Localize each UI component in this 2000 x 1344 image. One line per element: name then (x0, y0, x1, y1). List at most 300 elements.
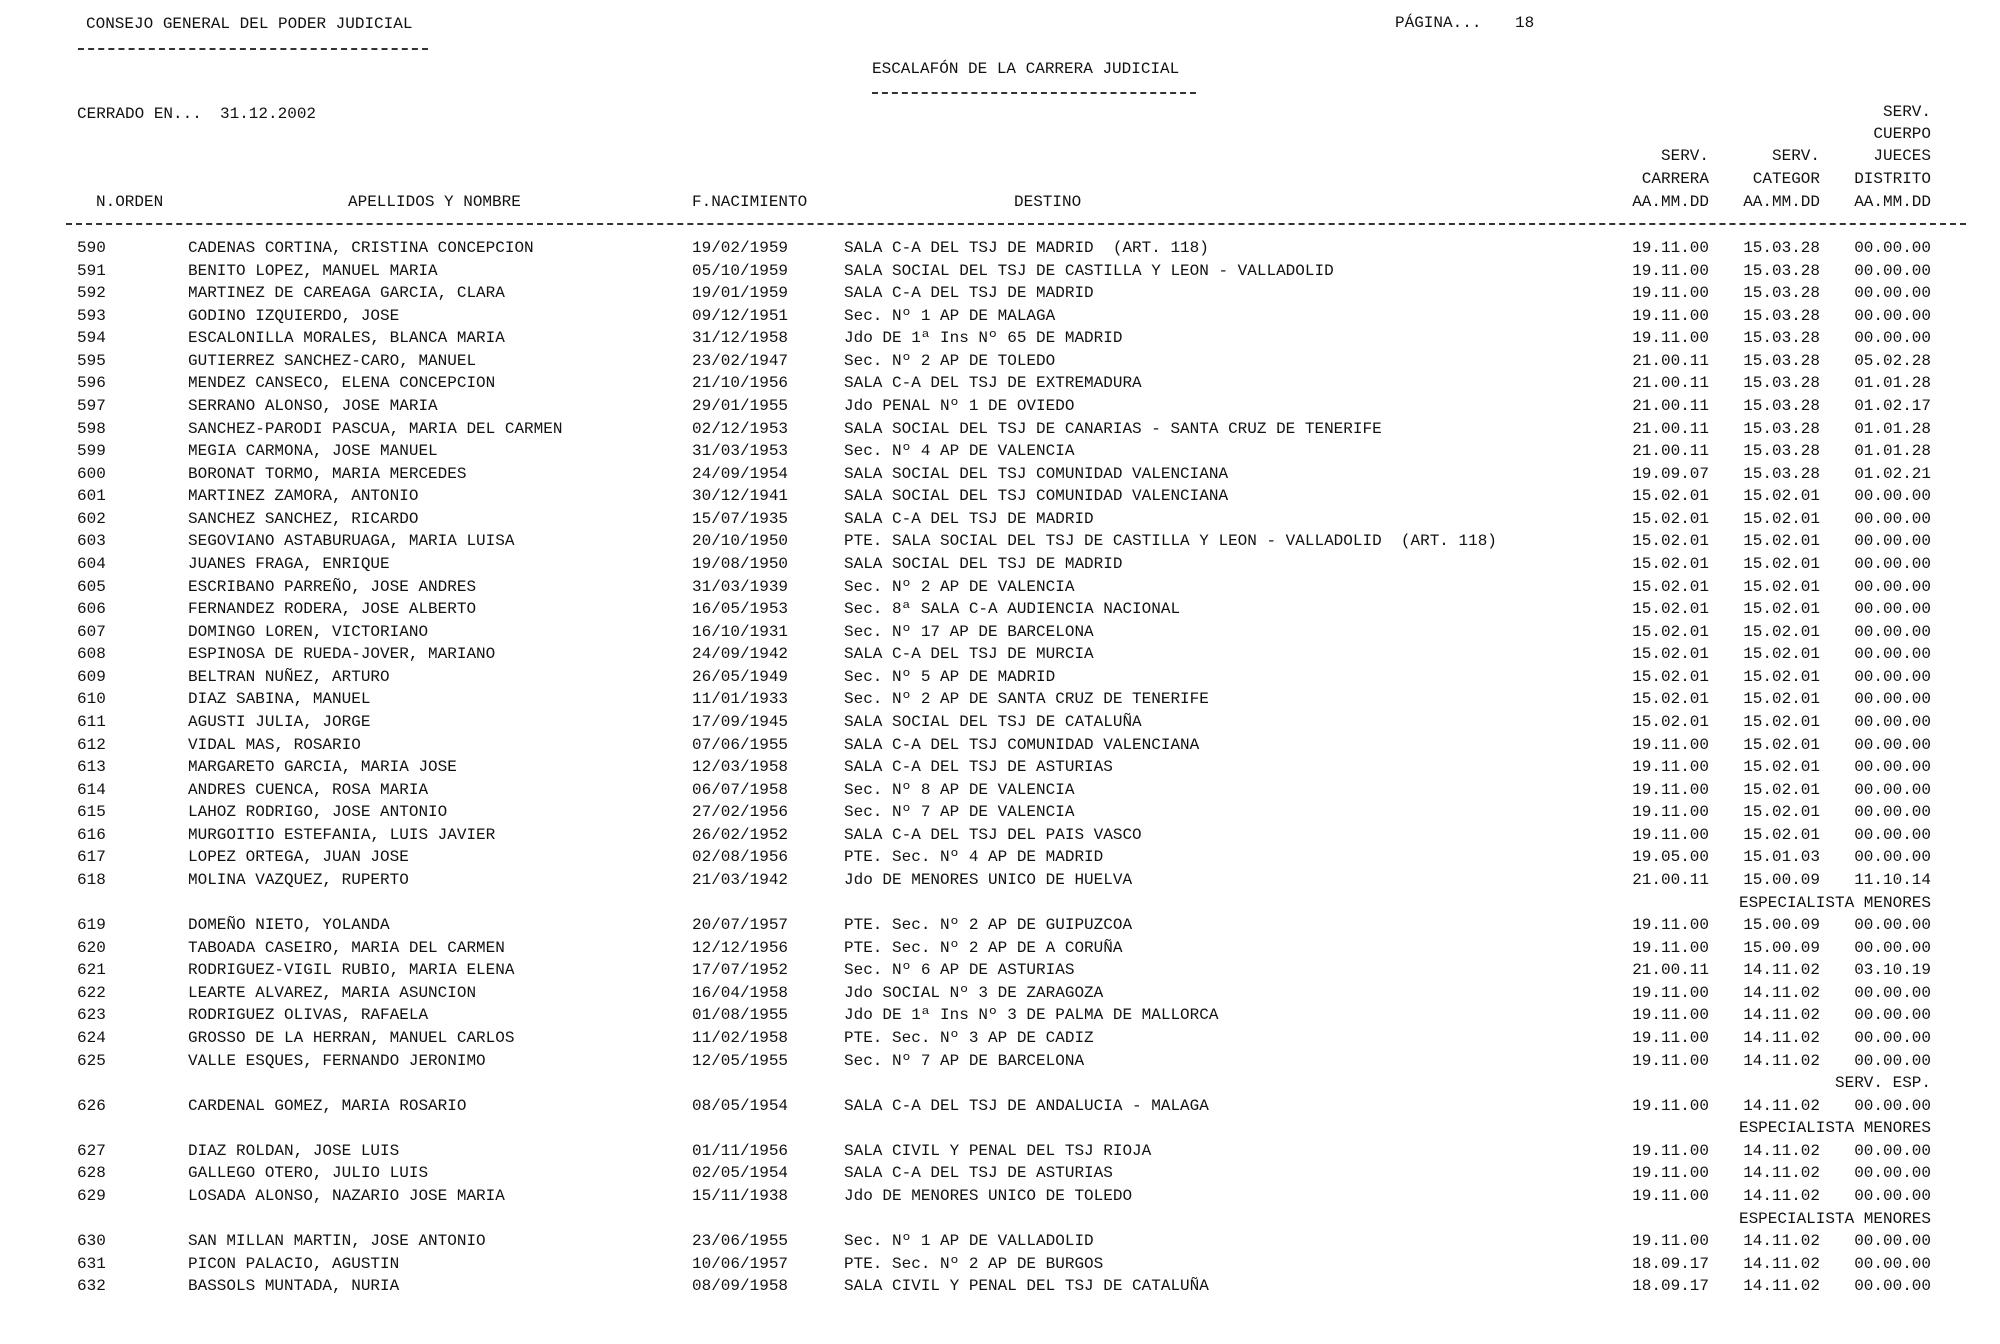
destination: SALA C-A DEL TSJ DE MADRID (844, 284, 1094, 303)
orden-number: 615 (77, 803, 106, 822)
serv-distrito: 00.00.00 (1854, 1232, 1931, 1251)
full-name: SANCHEZ-PARODI PASCUA, MARIA DEL CARMEN (188, 419, 563, 438)
full-name: PICON PALACIO, AGUSTIN (188, 1254, 400, 1273)
table-row (0, 351, 2000, 373)
orden-number: 626 (77, 1096, 106, 1115)
birth-date: 08/05/1954 (692, 1096, 789, 1115)
report-title: ESCALAFÓN DE LA CARRERA JUDICIAL (872, 60, 1180, 78)
orden-number: 606 (77, 600, 106, 619)
serv-categor: 15.03.28 (1743, 239, 1820, 257)
serv-carrera: 19.09.07 (1632, 464, 1709, 483)
serv-carrera: 19.11.00 (1632, 1096, 1709, 1115)
birth-date: 02/08/1956 (692, 848, 789, 867)
orden-number: 621 (77, 961, 106, 980)
orden-number: 603 (77, 532, 106, 551)
serv-carrera: 19.11.00 (1632, 825, 1709, 844)
full-name: LOPEZ ORTEGA, JUAN JOSE (188, 848, 409, 867)
serv-distrito: 00.00.00 (1854, 1028, 1931, 1047)
orden-number: 604 (77, 554, 106, 573)
full-name: TABOADA CASEIRO, MARIA DEL CARMEN (188, 938, 505, 957)
serv-categor: 15.03.28 (1743, 329, 1820, 348)
serv-categor: 15.03.28 (1743, 351, 1820, 370)
full-name: JUANES FRAGA, ENRIQUE (188, 554, 390, 573)
table-row (0, 1141, 2000, 1163)
table-row (0, 396, 2000, 418)
birth-date: 09/12/1951 (692, 306, 789, 325)
serv-categor: 14.11.02 (1743, 1028, 1820, 1047)
serv-distrito: 00.00.00 (1854, 1277, 1931, 1296)
birth-date: 11/01/1933 (692, 690, 789, 709)
orden-number: 610 (77, 690, 106, 709)
serv-carrera: 19.11.00 (1632, 1232, 1709, 1251)
serv-distrito: 01.01.28 (1854, 374, 1931, 393)
destination: SALA SOCIAL DEL TSJ DE CATALUÑA (844, 712, 1142, 731)
col-carrera-3: AA.MM.DD (1632, 193, 1709, 211)
serv-carrera: 19.11.00 (1632, 803, 1709, 822)
header-divider (78, 48, 428, 50)
destination: PTE. Sec. Nº 2 AP DE BURGOS (844, 1254, 1104, 1273)
serv-categor: 15.02.01 (1743, 667, 1820, 686)
serv-categor: 14.11.02 (1743, 1254, 1820, 1273)
serv-carrera: 15.02.01 (1632, 690, 1709, 709)
full-name: CADENAS CORTINA, CRISTINA CONCEPCION (188, 239, 534, 257)
serv-distrito: 00.00.00 (1854, 1254, 1931, 1273)
serv-carrera: 19.11.00 (1632, 735, 1709, 754)
serv-distrito: 00.00.00 (1854, 735, 1931, 754)
full-name: SERRANO ALONSO, JOSE MARIA (188, 396, 438, 415)
full-name: ESCRIBANO PARREÑO, JOSE ANDRES (188, 577, 477, 596)
orden-number: 605 (77, 577, 106, 596)
orden-number: 625 (77, 1051, 106, 1070)
birth-date: 26/02/1952 (692, 825, 789, 844)
serv-carrera: 18.09.17 (1632, 1277, 1709, 1296)
col-distrito-5: AA.MM.DD (1854, 193, 1931, 211)
orden-number: 591 (77, 261, 106, 280)
serv-categor: 14.11.02 (1743, 983, 1820, 1002)
birth-date: 06/07/1958 (692, 780, 789, 799)
serv-categor: 15.02.01 (1743, 645, 1820, 664)
orden-number: 632 (77, 1277, 106, 1296)
destination: PTE. SALA SOCIAL DEL TSJ DE CASTILLA Y LEON - VALLADOLID (ART. 118) (844, 532, 1497, 551)
col-categor-2: CATEGOR (1752, 170, 1820, 188)
note-text: ESPECIALISTA MENORES (1738, 1209, 1931, 1228)
destination: Sec. Nº 5 AP DE MADRID (844, 667, 1056, 686)
serv-categor: 15.00.09 (1743, 938, 1820, 957)
serv-categor: 15.02.01 (1743, 735, 1820, 754)
destination: SALA C-A DEL TSJ DE ASTURIAS (844, 758, 1113, 777)
destination: Jdo DE MENORES UNICO DE TOLEDO (844, 1186, 1133, 1205)
orden-number: 628 (77, 1164, 106, 1183)
serv-distrito: 00.00.00 (1854, 916, 1931, 935)
birth-date: 02/05/1954 (692, 1164, 789, 1183)
serv-categor: 14.11.02 (1743, 1277, 1820, 1296)
serv-carrera: 15.02.01 (1632, 667, 1709, 686)
full-name: DOMEÑO NIETO, YOLANDA (188, 916, 390, 935)
full-name: GUTIERREZ SANCHEZ-CARO, MANUEL (188, 351, 477, 370)
orden-number: 602 (77, 509, 106, 528)
orden-number: 601 (77, 487, 106, 506)
full-name: FERNANDEZ RODERA, JOSE ALBERTO (188, 600, 477, 619)
birth-date: 27/02/1956 (692, 803, 789, 822)
birth-date: 29/01/1955 (692, 396, 789, 415)
orden-number: 614 (77, 780, 106, 799)
title-divider (872, 92, 1196, 94)
birth-date: 31/03/1953 (692, 442, 789, 461)
destination: Sec. Nº 4 AP DE VALENCIA (844, 442, 1075, 461)
destination: Sec. Nº 2 AP DE TOLEDO (844, 351, 1056, 370)
full-name: DOMINGO LOREN, VICTORIANO (188, 622, 429, 641)
destination: SALA C-A DEL TSJ DE MURCIA (844, 645, 1094, 664)
table-row (0, 960, 2000, 982)
birth-date: 21/03/1942 (692, 870, 789, 889)
serv-categor: 15.02.01 (1743, 758, 1820, 777)
destination: Sec. Nº 6 AP DE ASTURIAS (844, 961, 1075, 980)
page-number: 18 (1515, 14, 1535, 32)
serv-carrera: 19.11.00 (1632, 329, 1709, 348)
destination: SALA CIVIL Y PENAL DEL TSJ DE CATALUÑA (844, 1277, 1209, 1296)
table-row (0, 757, 2000, 779)
destination: SALA C-A DEL TSJ DEL PAIS VASCO (844, 825, 1142, 844)
col-distrito-3: JUECES (1873, 147, 1931, 165)
full-name: GODINO IZQUIERDO, JOSE (188, 306, 400, 325)
birth-date: 15/11/1938 (692, 1186, 789, 1205)
serv-distrito: 00.00.00 (1854, 983, 1931, 1002)
destination: Sec. Nº 2 AP DE SANTA CRUZ DE TENERIFE (844, 690, 1209, 709)
col-categor-3: AA.MM.DD (1743, 193, 1820, 211)
birth-date: 23/02/1947 (692, 351, 789, 370)
full-name: SANCHEZ SANCHEZ, RICARDO (188, 509, 419, 528)
serv-distrito: 00.00.00 (1854, 487, 1931, 506)
table-row (0, 419, 2000, 441)
serv-distrito: 00.00.00 (1854, 577, 1931, 596)
destination: SALA SOCIAL DEL TSJ DE CASTILLA Y LEON - VALLADOLID (844, 261, 1334, 280)
serv-carrera: 15.02.01 (1632, 645, 1709, 664)
closed-label: CERRADO EN... (77, 105, 202, 123)
serv-carrera: 19.11.00 (1632, 1006, 1709, 1025)
serv-distrito: 01.01.28 (1854, 419, 1931, 438)
destination: PTE. Sec. Nº 3 AP DE CADIZ (844, 1028, 1094, 1047)
serv-distrito: 00.00.00 (1854, 848, 1931, 867)
birth-date: 19/01/1959 (692, 284, 789, 303)
serv-categor: 15.03.28 (1743, 464, 1820, 483)
table-row (0, 373, 2000, 395)
table-row (0, 644, 2000, 666)
table-row (0, 735, 2000, 757)
serv-carrera: 19.11.00 (1632, 1051, 1709, 1070)
destination: SALA C-A DEL TSJ DE EXTREMADURA (844, 374, 1142, 393)
table-divider (66, 223, 1966, 225)
full-name: CARDENAL GOMEZ, MARIA ROSARIO (188, 1096, 467, 1115)
table-row (0, 486, 2000, 508)
table-row (0, 283, 2000, 305)
serv-distrito: 00.00.00 (1854, 1141, 1931, 1160)
destination: Jdo DE MENORES UNICO DE HUELVA (844, 870, 1133, 889)
destination: Sec. Nº 2 AP DE VALENCIA (844, 577, 1075, 596)
destination: Sec. Nº 1 AP DE VALLADOLID (844, 1232, 1094, 1251)
serv-carrera: 15.02.01 (1632, 487, 1709, 506)
serv-categor: 14.11.02 (1743, 1232, 1820, 1251)
birth-date: 15/07/1935 (692, 509, 789, 528)
serv-carrera: 19.11.00 (1632, 1141, 1709, 1160)
serv-carrera: 21.00.11 (1632, 961, 1709, 980)
serv-carrera: 19.11.00 (1632, 1164, 1709, 1183)
serv-categor: 14.11.02 (1743, 1141, 1820, 1160)
organization-name: CONSEJO GENERAL DEL PODER JUDICIAL (86, 15, 413, 33)
full-name: GROSSO DE LA HERRAN, MANUEL CARLOS (188, 1028, 515, 1047)
serv-distrito: 00.00.00 (1854, 667, 1931, 686)
orden-number: 607 (77, 622, 106, 641)
serv-carrera: 19.11.00 (1632, 916, 1709, 935)
row-note (0, 893, 2000, 915)
birth-date: 01/08/1955 (692, 1006, 789, 1025)
table-row (0, 261, 2000, 283)
note-text: SERV. ESP. (1834, 1074, 1931, 1093)
destination: Jdo SOCIAL Nº 3 DE ZARAGOZA (844, 983, 1104, 1002)
serv-distrito: 01.01.28 (1854, 442, 1931, 461)
birth-date: 31/03/1939 (692, 577, 789, 596)
full-name: LEARTE ALVAREZ, MARIA ASUNCION (188, 983, 477, 1002)
birth-date: 16/05/1953 (692, 600, 789, 619)
serv-carrera: 19.11.00 (1632, 780, 1709, 799)
col-carrera-2: CARRERA (1641, 170, 1709, 188)
col-nombre: APELLIDOS Y NOMBRE (348, 193, 521, 211)
orden-number: 624 (77, 1028, 106, 1047)
serv-carrera: 19.11.00 (1632, 284, 1709, 303)
orden-number: 617 (77, 848, 106, 867)
serv-carrera: 19.11.00 (1632, 261, 1709, 280)
birth-date: 17/07/1952 (692, 961, 789, 980)
destination: SALA C-A DEL TSJ COMUNIDAD VALENCIANA (844, 735, 1200, 754)
full-name: MENDEZ CANSECO, ELENA CONCEPCION (188, 374, 496, 393)
note-text: ESPECIALISTA MENORES (1738, 1119, 1931, 1138)
table-row (0, 1028, 2000, 1050)
serv-distrito: 00.00.00 (1854, 758, 1931, 777)
serv-categor: 15.02.01 (1743, 712, 1820, 731)
destination: SALA C-A DEL TSJ DE ANDALUCIA - MALAGA (844, 1096, 1209, 1115)
serv-categor: 15.03.28 (1743, 306, 1820, 325)
orden-number: 629 (77, 1186, 106, 1205)
orden-number: 609 (77, 667, 106, 686)
serv-categor: 15.03.28 (1743, 442, 1820, 461)
serv-distrito: 00.00.00 (1854, 261, 1931, 280)
birth-date: 21/10/1956 (692, 374, 789, 393)
serv-distrito: 00.00.00 (1854, 1096, 1931, 1115)
col-carrera-1: SERV. (1660, 147, 1709, 165)
serv-categor: 15.02.01 (1743, 600, 1820, 619)
table-row (0, 328, 2000, 350)
col-distrito-2: CUERPO (1873, 125, 1931, 143)
serv-categor: 15.03.28 (1743, 374, 1820, 393)
orden-number: 620 (77, 938, 106, 957)
destination: Sec. Nº 1 AP DE MALAGA (844, 306, 1056, 325)
full-name: MEGIA CARMONA, JOSE MANUEL (188, 442, 438, 461)
serv-distrito: 00.00.00 (1854, 329, 1931, 348)
birth-date: 19/02/1959 (692, 239, 789, 257)
destination: SALA C-A DEL TSJ DE MADRID (ART. 118) (844, 239, 1209, 257)
destination: Jdo PENAL Nº 1 DE OVIEDO (844, 396, 1075, 415)
orden-number: 623 (77, 1006, 106, 1025)
serv-categor: 14.11.02 (1743, 1164, 1820, 1183)
table-row (0, 712, 2000, 734)
table-row (0, 464, 2000, 486)
serv-categor: 15.02.01 (1743, 690, 1820, 709)
orden-number: 619 (77, 916, 106, 935)
orden-number: 618 (77, 870, 106, 889)
table-row (0, 1051, 2000, 1073)
orden-number: 613 (77, 758, 106, 777)
table-row (0, 577, 2000, 599)
serv-distrito: 00.00.00 (1854, 284, 1931, 303)
col-orden: N.ORDEN (96, 193, 164, 211)
table-row (0, 847, 2000, 869)
row-note (0, 1118, 2000, 1140)
orden-number: 596 (77, 374, 106, 393)
destination: SALA SOCIAL DEL TSJ DE CANARIAS - SANTA CRUZ DE TENERIFE (844, 419, 1382, 438)
serv-distrito: 00.00.00 (1854, 532, 1931, 551)
table-row (0, 870, 2000, 892)
serv-carrera: 19.05.00 (1632, 848, 1709, 867)
serv-categor: 15.02.01 (1743, 825, 1820, 844)
full-name: ESPINOSA DE RUEDA-JOVER, MARIANO (188, 645, 496, 664)
serv-carrera: 15.02.01 (1632, 577, 1709, 596)
note-text: ESPECIALISTA MENORES (1738, 893, 1931, 912)
destination: SALA SOCIAL DEL TSJ COMUNIDAD VALENCIANA (844, 464, 1229, 483)
destination: Sec. Nº 7 AP DE VALENCIA (844, 803, 1075, 822)
table-row (0, 622, 2000, 644)
table-row (0, 915, 2000, 937)
page-label: PÁGINA... (1395, 14, 1482, 32)
serv-categor: 15.00.09 (1743, 916, 1820, 935)
serv-carrera: 19.11.00 (1632, 1186, 1709, 1205)
serv-categor: 15.02.01 (1743, 577, 1820, 596)
table-row (0, 689, 2000, 711)
row-note (0, 1073, 2000, 1095)
serv-categor: 15.02.01 (1743, 487, 1820, 506)
birth-date: 20/10/1950 (692, 532, 789, 551)
serv-carrera: 21.00.11 (1632, 396, 1709, 415)
serv-distrito: 00.00.00 (1854, 1186, 1931, 1205)
orden-number: 627 (77, 1141, 106, 1160)
full-name: DIAZ ROLDAN, JOSE LUIS (188, 1141, 400, 1160)
birth-date: 16/04/1958 (692, 983, 789, 1002)
table-row (0, 802, 2000, 824)
serv-carrera: 15.02.01 (1632, 600, 1709, 619)
destination: Sec. Nº 7 AP DE BARCELONA (844, 1051, 1085, 1070)
serv-categor: 14.11.02 (1743, 961, 1820, 980)
birth-date: 24/09/1942 (692, 645, 789, 664)
orden-number: 631 (77, 1254, 106, 1273)
destination: Jdo DE 1ª Ins Nº 3 DE PALMA DE MALLORCA (844, 1006, 1219, 1025)
full-name: VIDAL MAS, ROSARIO (188, 735, 361, 754)
orden-number: 608 (77, 645, 106, 664)
serv-distrito: 00.00.00 (1854, 1006, 1931, 1025)
serv-carrera: 19.11.00 (1632, 239, 1709, 257)
full-name: LOSADA ALONSO, NAZARIO JOSE MARIA (188, 1186, 505, 1205)
serv-carrera: 18.09.17 (1632, 1254, 1709, 1273)
orden-number: 595 (77, 351, 106, 370)
serv-carrera: 19.11.00 (1632, 306, 1709, 325)
serv-carrera: 21.00.11 (1632, 442, 1709, 461)
serv-distrito: 05.02.28 (1854, 351, 1931, 370)
serv-distrito: 00.00.00 (1854, 622, 1931, 641)
serv-categor: 15.02.01 (1743, 780, 1820, 799)
table-row (0, 554, 2000, 576)
birth-date: 19/08/1950 (692, 554, 789, 573)
table-row (0, 306, 2000, 328)
serv-carrera: 21.00.11 (1632, 870, 1709, 889)
col-nacimiento: F.NACIMIENTO (692, 193, 808, 211)
full-name: VALLE ESQUES, FERNANDO JERONIMO (188, 1051, 486, 1070)
table-row (0, 1163, 2000, 1185)
serv-categor: 15.02.01 (1743, 532, 1820, 551)
row-note (0, 1209, 2000, 1231)
full-name: GALLEGO OTERO, JULIO LUIS (188, 1164, 429, 1183)
full-name: MARGARETO GARCIA, MARIA JOSE (188, 758, 457, 777)
birth-date: 08/09/1958 (692, 1277, 789, 1296)
table-row (0, 938, 2000, 960)
orden-number: 630 (77, 1232, 106, 1251)
table-row (0, 1005, 2000, 1027)
birth-date: 10/06/1957 (692, 1254, 789, 1273)
serv-distrito: 00.00.00 (1854, 690, 1931, 709)
serv-carrera: 15.02.01 (1632, 509, 1709, 528)
serv-distrito: 03.10.19 (1854, 961, 1931, 980)
table-row (0, 599, 2000, 621)
destination: Sec. Nº 17 AP DE BARCELONA (844, 622, 1094, 641)
serv-distrito: 01.02.17 (1854, 396, 1931, 415)
destination: PTE. Sec. Nº 2 AP DE GUIPUZCOA (844, 916, 1133, 935)
serv-categor: 14.11.02 (1743, 1006, 1820, 1025)
full-name: BENITO LOPEZ, MANUEL MARIA (188, 261, 438, 280)
birth-date: 02/12/1953 (692, 419, 789, 438)
serv-carrera: 21.00.11 (1632, 351, 1709, 370)
serv-categor: 14.11.02 (1743, 1051, 1820, 1070)
table-row (0, 780, 2000, 802)
table-row (0, 1276, 2000, 1298)
full-name: SAN MILLAN MARTIN, JOSE ANTONIO (188, 1232, 486, 1251)
serv-categor: 15.02.01 (1743, 554, 1820, 573)
birth-date: 12/05/1955 (692, 1051, 789, 1070)
col-destino: DESTINO (1014, 193, 1082, 211)
table-row (0, 1186, 2000, 1208)
serv-carrera: 15.02.01 (1632, 554, 1709, 573)
serv-distrito: 00.00.00 (1854, 306, 1931, 325)
birth-date: 16/10/1931 (692, 622, 789, 641)
full-name: BORONAT TORMO, MARIA MERCEDES (188, 464, 467, 483)
full-name: DIAZ SABINA, MANUEL (188, 690, 371, 709)
table-row (0, 983, 2000, 1005)
destination: SALA C-A DEL TSJ DE ASTURIAS (844, 1164, 1113, 1183)
serv-carrera: 21.00.11 (1632, 419, 1709, 438)
full-name: ANDRES CUENCA, ROSA MARIA (188, 780, 429, 799)
serv-categor: 15.02.01 (1743, 622, 1820, 641)
orden-number: 611 (77, 712, 106, 731)
birth-date: 01/11/1956 (692, 1141, 789, 1160)
serv-carrera: 19.11.00 (1632, 758, 1709, 777)
orden-number: 592 (77, 284, 106, 303)
orden-number: 598 (77, 419, 106, 438)
full-name: MURGOITIO ESTEFANIA, LUIS JAVIER (188, 825, 496, 844)
serv-distrito: 00.00.00 (1854, 712, 1931, 731)
serv-distrito: 11.10.14 (1854, 870, 1931, 889)
birth-date: 26/05/1949 (692, 667, 789, 686)
orden-number: 612 (77, 735, 106, 754)
serv-categor: 15.03.28 (1743, 396, 1820, 415)
table-row (0, 1096, 2000, 1118)
col-categor-1: SERV. (1771, 147, 1820, 165)
serv-carrera: 19.11.00 (1632, 938, 1709, 957)
full-name: ESCALONILLA MORALES, BLANCA MARIA (188, 329, 505, 348)
